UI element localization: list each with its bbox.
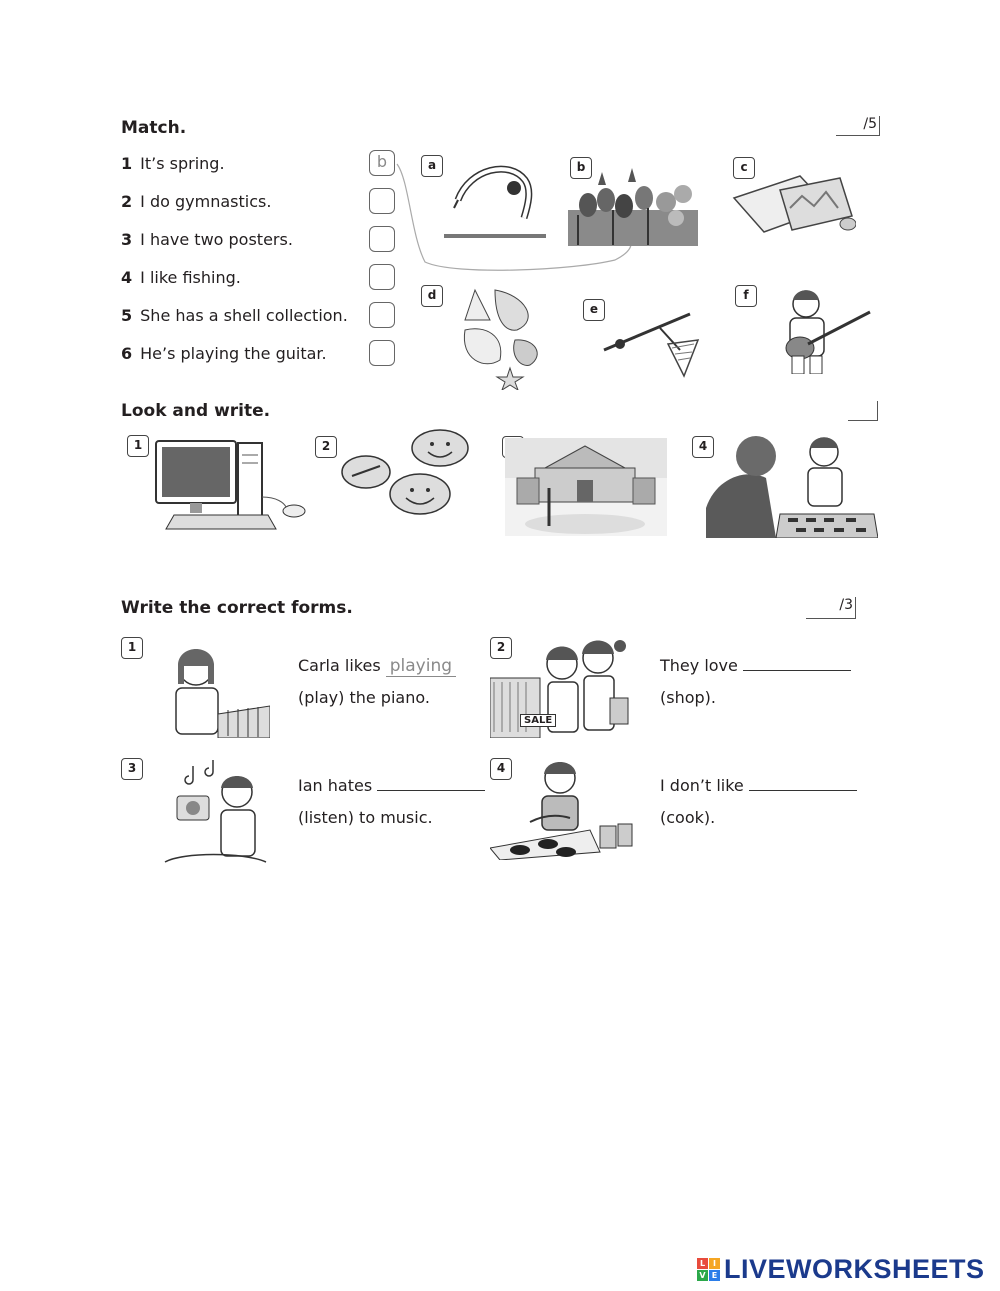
girl-cooking-icon bbox=[490, 752, 635, 860]
match-item-2: 2 I do gymnastics. bbox=[121, 192, 272, 211]
gymnastics-beam-icon bbox=[440, 160, 550, 245]
match-item-6: 6 He’s playing the guitar. bbox=[121, 344, 327, 363]
match-item-1: 1 It’s spring. bbox=[121, 154, 225, 173]
match-item-4: 4 I like fishing. bbox=[121, 268, 241, 287]
forms-tag-1: 1 bbox=[121, 637, 143, 659]
match-title: Match. bbox=[121, 118, 187, 138]
look-score-box bbox=[848, 401, 878, 421]
match-answer-5[interactable] bbox=[369, 302, 395, 328]
picture-tag-d: d bbox=[421, 285, 443, 307]
picture-tag-b: b bbox=[570, 157, 592, 179]
posters-icon bbox=[730, 168, 856, 243]
forms-item-3: Ian hates (listen) to music. bbox=[298, 770, 485, 834]
picture-tag-e: e bbox=[583, 299, 605, 321]
liveworksheets-logo bbox=[697, 1254, 985, 1285]
picture-tag-a: a bbox=[421, 155, 443, 177]
palace-icon bbox=[505, 438, 667, 536]
sale-sign: SALE bbox=[520, 714, 556, 727]
forms-tag-3: 3 bbox=[121, 758, 143, 780]
look-tag-1: 1 bbox=[127, 435, 149, 457]
girls-shopping-icon bbox=[490, 632, 635, 738]
match-answer-4[interactable] bbox=[369, 264, 395, 290]
forms-score: /3 bbox=[806, 597, 856, 619]
seashells-icon bbox=[445, 280, 555, 390]
look-tag-2: 2 bbox=[315, 436, 337, 458]
match-answer-6[interactable] bbox=[369, 340, 395, 366]
fishing-rod-icon bbox=[600, 310, 702, 380]
spring-flowers-icon bbox=[568, 160, 698, 246]
match-item-5: 5 She has a shell collection. bbox=[121, 306, 348, 325]
forms-tag-2: 2 bbox=[490, 637, 512, 659]
forms-tag-4: 4 bbox=[490, 758, 512, 780]
badges-icon bbox=[340, 428, 470, 523]
logo-text: LIVEWORKSHEETS bbox=[724, 1254, 985, 1284]
forms-answer-3[interactable] bbox=[377, 772, 485, 791]
chess-icon bbox=[706, 428, 878, 538]
match-item-3: 3 I have two posters. bbox=[121, 230, 293, 249]
forms-title: Write the correct forms. bbox=[121, 598, 353, 618]
forms-item-1: Carla likes playing (play) the piano. bbox=[298, 650, 456, 714]
picture-tag-c: c bbox=[733, 157, 755, 179]
match-answer-1[interactable]: b bbox=[369, 150, 395, 176]
forms-answer-1[interactable]: playing bbox=[386, 656, 456, 677]
boy-guitar-icon bbox=[770, 282, 875, 374]
boy-music-icon bbox=[163, 752, 268, 867]
forms-item-4: I don’t like (cook). bbox=[660, 770, 857, 834]
look-title: Look and write. bbox=[121, 401, 271, 421]
forms-item-2: They love (shop). bbox=[660, 650, 851, 714]
girl-piano-icon bbox=[162, 640, 270, 738]
picture-tag-f: f bbox=[735, 285, 757, 307]
match-answer-2[interactable] bbox=[369, 188, 395, 214]
forms-answer-4[interactable] bbox=[749, 772, 857, 791]
logo-blocks-icon: L I V E bbox=[697, 1258, 720, 1281]
match-answer-3[interactable] bbox=[369, 226, 395, 252]
forms-answer-2[interactable] bbox=[743, 652, 851, 671]
computer-icon bbox=[152, 437, 312, 537]
match-score: /5 bbox=[836, 116, 880, 136]
look-tag-4: 4 bbox=[692, 436, 714, 458]
